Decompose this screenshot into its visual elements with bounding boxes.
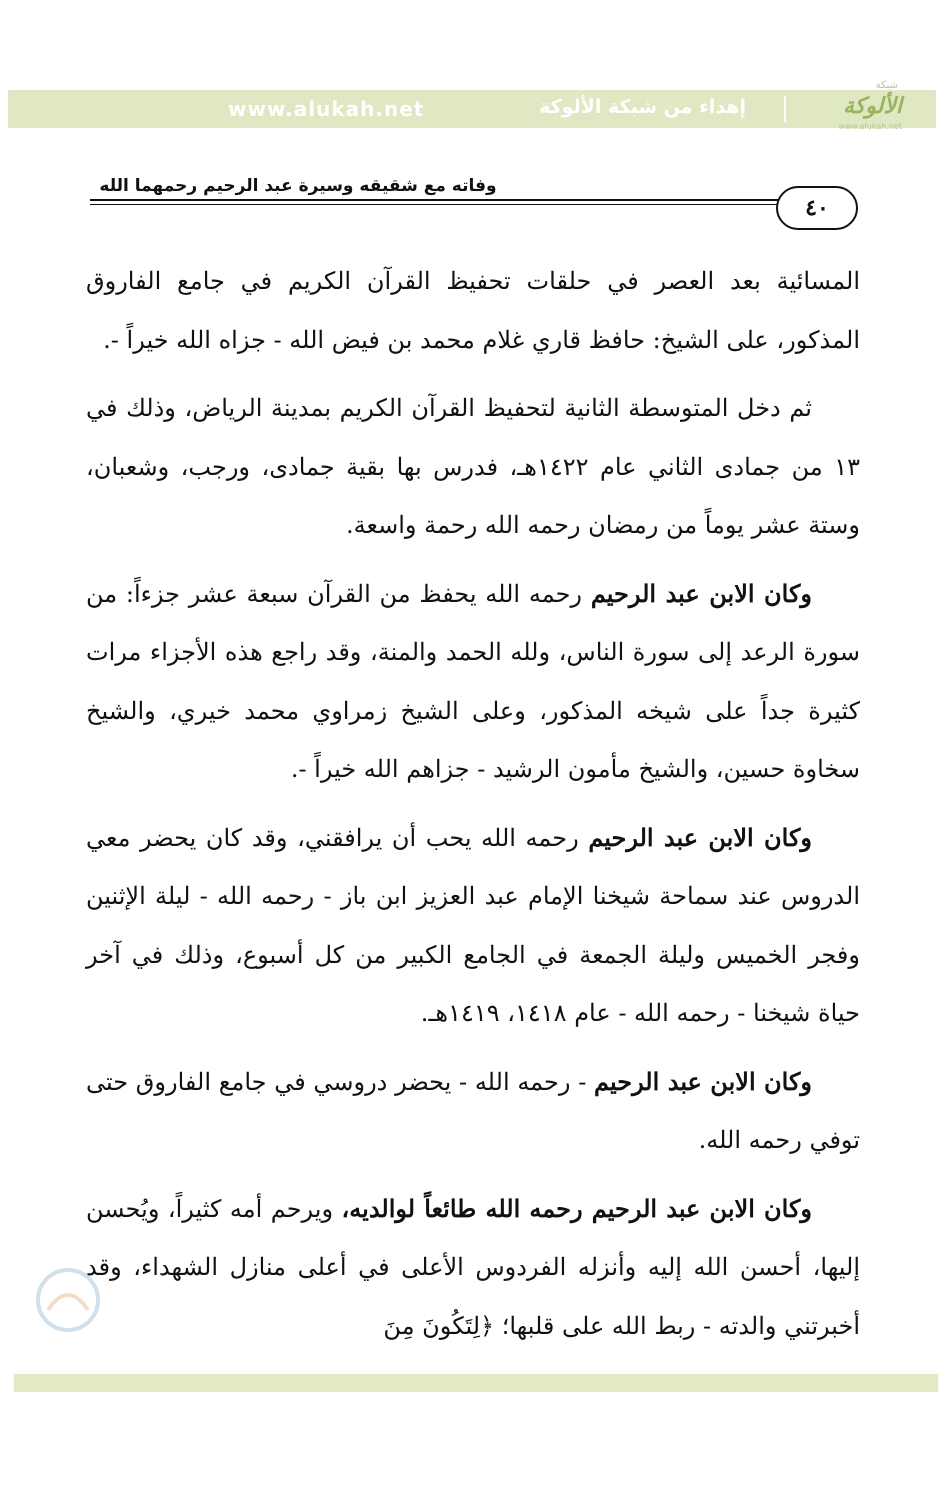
decorative-watermark-icon <box>28 1260 108 1340</box>
logo-top-text: شبكة <box>875 80 898 91</box>
paragraph: وكان الابن عبد الرحيم رحمه الله طائعاً لوالديه، ويرحم أمه كثيراً، ويُحسن إليها، أحسن الله إليه وأنزله الفردوس الأعلى في أعلى منازل الشهداء، وقد أخبرتني والدته - ربط الله على قلبها؛ ﴿لِتَكُونَ مِنَ <box>86 1193 860 1340</box>
page-number: ٤٠ <box>776 186 858 230</box>
running-header: وفاته مع شقيقه وسيرة عبد الرحيم رحمهما الله <box>99 176 497 196</box>
banner-gift-text: إهداء من شبكة الألوكة <box>539 96 746 118</box>
header-rule-thin <box>90 204 778 205</box>
site-url[interactable]: www.alukah.net <box>228 97 425 121</box>
logo-sub-text: www.alukah.net <box>838 122 902 131</box>
body-text <box>86 252 860 1365</box>
paragraph: وكان الابن عبد الرحيم - رحمه الله - يحضر دروسي في جامع الفاروق حتى توفي رحمه الله. <box>86 1066 860 1154</box>
alukah-logo <box>814 78 914 136</box>
header-rule-thick <box>90 199 778 201</box>
banner-divider <box>784 96 786 122</box>
paragraph: المسائية بعد العصر في حلقات تحفيظ القرآن الكريم في جامع الفاروق المذكور، على الشيخ: حافظ قاري غلام محمد بن فيض الله - جزاه الله خيراً -. <box>86 267 860 354</box>
top-banner <box>8 90 936 128</box>
logo-word: الألوكة <box>843 94 902 119</box>
bottom-banner <box>14 1374 938 1392</box>
paragraph: ثم دخل المتوسطة الثانية لتحفيظ القرآن الكريم بمدينة الرياض، وذلك في ١٣ من جمادى الثاني عام ١٤٢٢هـ، فدرس بها بقية جمادى، ورجب، وشعبان، وستة عشر يوماً من رمضان رحمه الله رحمة واسعة. <box>86 394 860 539</box>
paragraph: وكان الابن عبد الرحيم رحمه الله يحب أن يرافقني، وقد كان يحضر معي الدروس عند سماحة شيخنا الإمام عبد العزيز ابن باز - رحمه الله - ليلة الإثنين وفجر الخميس وليلة الجمعة في الجامع الكبير من كل أسبوع، وذلك في آخر حياة شيخنا - رحمه الله - عام ١٤١٨، ١٤١٩هـ. <box>86 822 860 1027</box>
paragraph: وكان الابن عبد الرحيم رحمه الله يحفظ من القرآن سبعة عشر جزءاً: من سورة الرعد إلى سورة الناس، ولله الحمد والمنة، وقد راجع هذه الأجزاء مرات كثيرة جداً على شيخه المذكور، وعلى الشيخ زمراوي محمد خيري، والشيخ سخاوة حسين، والشيخ مأمون الرشيد - جزاهم الله خيراً -. <box>86 578 860 783</box>
